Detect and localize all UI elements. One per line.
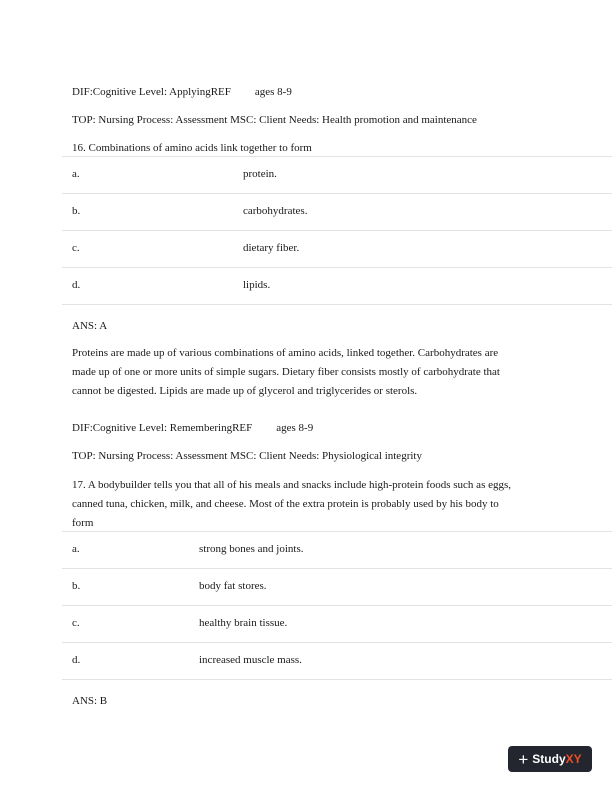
rationale-line: cannot be digested. Lipids are made up of glycerol and triglycerides or sterols. bbox=[72, 385, 418, 397]
question-line: form bbox=[72, 517, 94, 529]
q17-options-bottom-divider bbox=[62, 679, 612, 680]
option-text: strong bones and joints. bbox=[199, 543, 304, 555]
q16-answer: ANS: A bbox=[72, 320, 108, 332]
q16-option-a bbox=[62, 156, 612, 193]
option-letter: b. bbox=[72, 580, 81, 592]
q15-dif-line bbox=[72, 86, 292, 99]
q15-top: TOP: Nursing Process: Assessment MSC: Client Needs: Health promotion and maintenance bbox=[72, 114, 477, 126]
option-letter: c. bbox=[72, 617, 80, 629]
brand-main: Study bbox=[532, 752, 566, 766]
option-letter: b. bbox=[72, 205, 81, 217]
option-text: lipids. bbox=[243, 279, 271, 291]
q15-dif: DIF:Cognitive Level: ApplyingREF bbox=[72, 86, 231, 98]
option-text: protein. bbox=[243, 168, 277, 180]
rationale-line: Proteins are made up of various combinations of amino acids, linked together. Carbohydrates are bbox=[72, 347, 499, 359]
q16-option-b bbox=[62, 193, 612, 230]
q16-option-c bbox=[62, 230, 612, 267]
studyxy-badge[interactable] bbox=[508, 746, 592, 772]
q17-question bbox=[72, 476, 542, 533]
q17-option-d bbox=[62, 642, 612, 679]
option-text: healthy brain tissue. bbox=[199, 617, 288, 629]
q16-dif-line bbox=[72, 422, 313, 435]
q17-option-a bbox=[62, 531, 612, 568]
q16-question: 16. Combinations of amino acids link together to form bbox=[72, 142, 312, 154]
option-letter: a. bbox=[72, 168, 80, 180]
q17-answer: ANS: B bbox=[72, 695, 108, 707]
q16-options-bottom-divider bbox=[62, 304, 612, 305]
option-letter: c. bbox=[72, 242, 80, 254]
q15-ages: ages 8-9 bbox=[254, 86, 292, 98]
option-text: body fat stores. bbox=[199, 580, 267, 592]
option-letter: d. bbox=[72, 654, 81, 666]
option-text: increased muscle mass. bbox=[199, 654, 302, 666]
q16-ages: ages 8-9 bbox=[276, 422, 314, 434]
question-line: 17. A bodybuilder tells you that all of his meals and snacks include high-protein foods such as eggs, bbox=[72, 479, 512, 491]
q16-top: TOP: Nursing Process: Assessment MSC: Client Needs: Physiological integrity bbox=[72, 450, 422, 462]
option-text: carbohydrates. bbox=[243, 205, 308, 217]
q17-option-c bbox=[62, 605, 612, 642]
q16-dif: DIF:Cognitive Level: RememberingREF bbox=[72, 422, 253, 434]
question-line: canned tuna, chicken, milk, and cheese. Most of the extra protein is probably used by his body to bbox=[72, 498, 499, 510]
option-text: dietary fiber. bbox=[243, 242, 300, 254]
option-letter: a. bbox=[72, 543, 80, 555]
q16-option-d bbox=[62, 267, 612, 304]
q17-option-b bbox=[62, 568, 612, 605]
plus-icon: + bbox=[518, 749, 529, 769]
rationale-line: made up of one or more units of simple sugars. Dietary fiber consists mostly of carbohydrate that bbox=[72, 366, 500, 378]
brand-accent: XY bbox=[565, 752, 582, 766]
option-letter: d. bbox=[72, 279, 81, 291]
q16-rationale bbox=[72, 344, 542, 401]
